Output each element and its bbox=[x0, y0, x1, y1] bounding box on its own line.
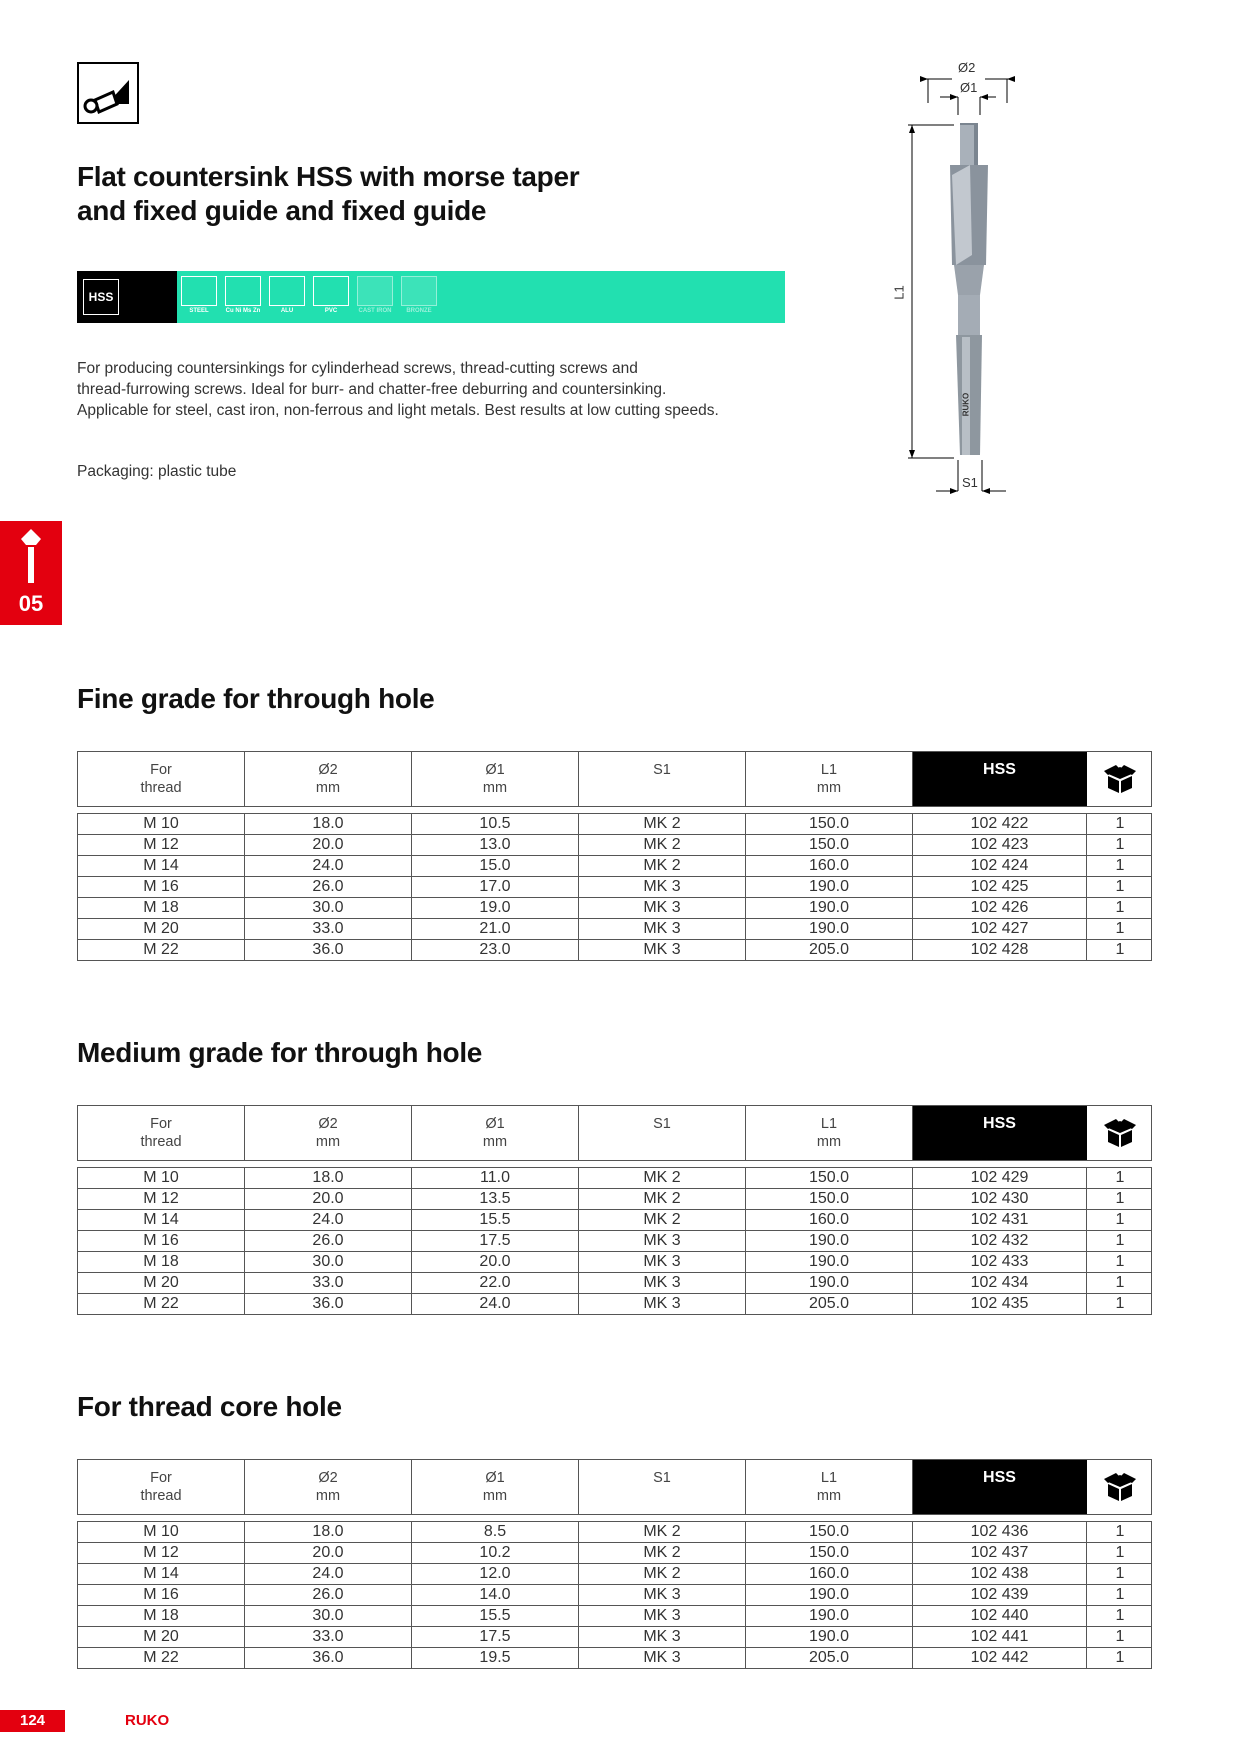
l1-cell: 160.0 bbox=[746, 1210, 913, 1230]
thread-cell: M 16 bbox=[78, 1585, 245, 1605]
material-label: Cu Ni Ms Zn bbox=[225, 308, 261, 314]
d1-cell: 10.5 bbox=[412, 814, 579, 834]
article-number-cell: 102 441 bbox=[913, 1627, 1087, 1647]
table-row bbox=[77, 1272, 1152, 1293]
column-header-label: Ø2 bbox=[318, 1470, 338, 1486]
d1-cell: 13.0 bbox=[412, 835, 579, 855]
l1-cell: 190.0 bbox=[746, 1627, 913, 1647]
quantity-cell: 1 bbox=[1115, 899, 1125, 916]
d1-cell: 12.0 bbox=[412, 1564, 579, 1584]
quantity-cell: 1 bbox=[1115, 1544, 1125, 1561]
s1-cell: MK 3 bbox=[579, 1252, 746, 1272]
column-header-label: Ø1 bbox=[485, 1116, 505, 1132]
article-number-cell: 102 439 bbox=[913, 1585, 1087, 1605]
article-number-cell: 102 427 bbox=[913, 919, 1087, 939]
table-row bbox=[77, 1626, 1152, 1647]
column-header-label: S1 bbox=[653, 1116, 671, 1132]
column-header bbox=[245, 1460, 412, 1514]
thread-cell: M 16 bbox=[78, 1231, 245, 1251]
column-header-unit: mm bbox=[816, 780, 842, 796]
quantity-cell: 1 bbox=[1115, 941, 1125, 958]
d1-cell: 11.0 bbox=[412, 1168, 579, 1188]
aluminium-icon bbox=[267, 275, 307, 318]
column-header-label: S1 bbox=[653, 1470, 671, 1486]
d2-cell: 36.0 bbox=[245, 940, 412, 960]
thread-cell: M 12 bbox=[78, 1189, 245, 1209]
d2-cell: 24.0 bbox=[245, 856, 412, 876]
l1-cell: 205.0 bbox=[746, 1294, 913, 1314]
s1-cell: MK 3 bbox=[579, 1273, 746, 1293]
hss-badge-label: HSS bbox=[83, 279, 119, 315]
column-header-unit: thread bbox=[140, 780, 182, 796]
s1-cell: MK 2 bbox=[579, 835, 746, 855]
thread-cell: M 20 bbox=[78, 1627, 245, 1647]
table-row bbox=[77, 1521, 1152, 1542]
article-number-cell: 102 426 bbox=[913, 898, 1087, 918]
column-header bbox=[913, 1460, 1087, 1514]
column-header bbox=[412, 1106, 579, 1160]
d1-cell: 8.5 bbox=[412, 1522, 579, 1542]
l1-cell: 150.0 bbox=[746, 1522, 913, 1542]
l1-cell: 150.0 bbox=[746, 835, 913, 855]
d1-cell: 15.5 bbox=[412, 1210, 579, 1230]
table-row bbox=[77, 897, 1152, 918]
material-pictogram bbox=[313, 276, 349, 306]
thread-cell: M 18 bbox=[78, 1606, 245, 1626]
cast-iron-icon bbox=[355, 275, 395, 318]
d1-cell: 17.5 bbox=[412, 1627, 579, 1647]
d2-cell: 18.0 bbox=[245, 1168, 412, 1188]
product-description bbox=[77, 358, 797, 421]
l1-cell: 150.0 bbox=[746, 814, 913, 834]
quantity-cell: 1 bbox=[1115, 1628, 1125, 1645]
s1-cell: MK 2 bbox=[579, 1522, 746, 1542]
s1-cell: MK 3 bbox=[579, 877, 746, 897]
s1-cell: MK 3 bbox=[579, 1606, 746, 1626]
s1-cell: MK 2 bbox=[579, 1564, 746, 1584]
d2-cell: 18.0 bbox=[245, 1522, 412, 1542]
chapter-number: 05 bbox=[18, 591, 44, 616]
l1-cell: 190.0 bbox=[746, 919, 913, 939]
countersink-category-icon bbox=[77, 62, 139, 124]
material-label: ALU bbox=[280, 308, 294, 314]
l1-cell: 190.0 bbox=[746, 877, 913, 897]
l1-cell: 160.0 bbox=[746, 1564, 913, 1584]
section-title: Fine grade for through hole bbox=[77, 683, 435, 714]
column-header bbox=[579, 1106, 746, 1160]
d1-cell: 10.2 bbox=[412, 1543, 579, 1563]
thread-cell: M 22 bbox=[78, 940, 245, 960]
article-number-cell: 102 430 bbox=[913, 1189, 1087, 1209]
quantity-cell: 1 bbox=[1115, 920, 1125, 937]
quantity-cell: 1 bbox=[1115, 857, 1125, 874]
quantity-cell: 1 bbox=[1115, 1523, 1125, 1540]
description-line: Applicable for steel, cast iron, non-ferrous and light metals. Best results at low cutting speeds. bbox=[77, 402, 719, 419]
quantity-cell: 1 bbox=[1115, 815, 1125, 832]
column-header-unit: mm bbox=[816, 1134, 842, 1150]
countersink-chapter-icon bbox=[21, 529, 41, 585]
article-number-cell: 102 423 bbox=[913, 835, 1087, 855]
page-title bbox=[77, 160, 579, 228]
column-header bbox=[78, 1460, 245, 1514]
article-number-cell: 102 425 bbox=[913, 877, 1087, 897]
material-pictogram bbox=[357, 276, 393, 306]
material-pictogram bbox=[269, 276, 305, 306]
column-header-unit: mm bbox=[482, 780, 508, 796]
material-pictogram bbox=[181, 276, 217, 306]
d1-cell: 24.0 bbox=[412, 1294, 579, 1314]
column-header-label: Ø1 bbox=[485, 762, 505, 778]
article-number-cell: 102 429 bbox=[913, 1168, 1087, 1188]
thread-cell: M 22 bbox=[78, 1648, 245, 1668]
table-header-row bbox=[77, 1459, 1152, 1515]
material-label: CAST IRON bbox=[358, 308, 392, 314]
quantity-cell: 1 bbox=[1115, 1211, 1125, 1228]
d2-cell: 36.0 bbox=[245, 1294, 412, 1314]
package-quantity-header bbox=[1087, 752, 1153, 806]
package-box-icon bbox=[1102, 763, 1138, 795]
article-number-cell: 102 424 bbox=[913, 856, 1087, 876]
page-title-line1: Flat countersink HSS with morse taper bbox=[77, 161, 580, 192]
d1-cell: 15.5 bbox=[412, 1606, 579, 1626]
package-quantity-header bbox=[1087, 1106, 1153, 1160]
d1-cell: 21.0 bbox=[412, 919, 579, 939]
column-header-label: L1 bbox=[820, 762, 838, 778]
quantity-cell: 1 bbox=[1115, 1253, 1125, 1270]
table-row bbox=[77, 1647, 1152, 1669]
l1-cell: 160.0 bbox=[746, 856, 913, 876]
dimension-label-d2: Ø2 bbox=[958, 60, 976, 75]
l1-cell: 190.0 bbox=[746, 1606, 913, 1626]
column-header bbox=[245, 752, 412, 806]
article-number-cell: 102 431 bbox=[913, 1210, 1087, 1230]
d1-cell: 15.0 bbox=[412, 856, 579, 876]
table-row bbox=[77, 1584, 1152, 1605]
article-number-cell: 102 422 bbox=[913, 814, 1087, 834]
d1-cell: 14.0 bbox=[412, 1585, 579, 1605]
d2-cell: 36.0 bbox=[245, 1648, 412, 1668]
l1-cell: 150.0 bbox=[746, 1189, 913, 1209]
d1-cell: 19.5 bbox=[412, 1648, 579, 1668]
quantity-cell: 1 bbox=[1115, 1565, 1125, 1582]
dimension-label-l1: L1 bbox=[891, 285, 907, 300]
column-header bbox=[78, 752, 245, 806]
d1-cell: 17.0 bbox=[412, 877, 579, 897]
l1-cell: 205.0 bbox=[746, 940, 913, 960]
bronze-icon bbox=[399, 275, 439, 318]
d2-cell: 26.0 bbox=[245, 877, 412, 897]
material-pictogram bbox=[401, 276, 437, 306]
column-header-label: Ø1 bbox=[485, 1470, 505, 1486]
quantity-cell: 1 bbox=[1115, 1295, 1125, 1312]
table-row bbox=[77, 1542, 1152, 1563]
table-row bbox=[77, 1188, 1152, 1209]
column-header-unit: mm bbox=[315, 1488, 341, 1504]
section-title: Medium grade for through hole bbox=[77, 1037, 483, 1068]
column-header-unit: thread bbox=[140, 1134, 182, 1150]
article-number-cell: 102 440 bbox=[913, 1606, 1087, 1626]
column-header-label: Ø2 bbox=[318, 1116, 338, 1132]
page-title-line2: and fixed guide and fixed guide bbox=[77, 195, 487, 226]
l1-cell: 190.0 bbox=[746, 1273, 913, 1293]
thread-cell: M 16 bbox=[78, 877, 245, 897]
d1-cell: 19.0 bbox=[412, 898, 579, 918]
d2-cell: 33.0 bbox=[245, 1627, 412, 1647]
article-number-cell: 102 438 bbox=[913, 1564, 1087, 1584]
thread-cell: M 10 bbox=[78, 814, 245, 834]
column-header bbox=[78, 1106, 245, 1160]
column-header-unit: mm bbox=[482, 1488, 508, 1504]
package-box-icon bbox=[1102, 1117, 1138, 1149]
thread-cell: M 20 bbox=[78, 1273, 245, 1293]
package-box-icon bbox=[1102, 1471, 1138, 1503]
column-header-label: L1 bbox=[820, 1470, 838, 1486]
s1-cell: MK 3 bbox=[579, 1585, 746, 1605]
column-header bbox=[746, 752, 913, 806]
table-header-row bbox=[77, 1105, 1152, 1161]
column-header-label: For bbox=[150, 1116, 172, 1132]
quantity-cell: 1 bbox=[1115, 1274, 1125, 1291]
thread-cell: M 14 bbox=[78, 1210, 245, 1230]
brand-logo: RUKO bbox=[125, 1712, 170, 1729]
article-number-cell: 102 434 bbox=[913, 1273, 1087, 1293]
table-row bbox=[77, 1209, 1152, 1230]
thread-cell: M 12 bbox=[78, 1543, 245, 1563]
quantity-cell: 1 bbox=[1115, 1607, 1125, 1624]
thread-cell: M 18 bbox=[78, 898, 245, 918]
table-row bbox=[77, 1230, 1152, 1251]
d2-cell: 24.0 bbox=[245, 1564, 412, 1584]
l1-cell: 150.0 bbox=[746, 1168, 913, 1188]
table-row bbox=[77, 876, 1152, 897]
table-row bbox=[77, 939, 1152, 961]
quantity-cell: 1 bbox=[1115, 1169, 1125, 1186]
column-header bbox=[913, 752, 1087, 806]
material-label: PVC bbox=[324, 308, 338, 314]
d1-cell: 22.0 bbox=[412, 1273, 579, 1293]
description-line: For producing countersinkings for cylinderhead screws, thread-cutting screws and bbox=[77, 360, 638, 377]
s1-cell: MK 3 bbox=[579, 1294, 746, 1314]
d2-cell: 30.0 bbox=[245, 898, 412, 918]
d2-cell: 24.0 bbox=[245, 1210, 412, 1230]
column-header-label: For bbox=[150, 762, 172, 778]
d2-cell: 33.0 bbox=[245, 919, 412, 939]
column-header bbox=[579, 1460, 746, 1514]
dimension-label-d1: Ø1 bbox=[960, 80, 978, 95]
quantity-cell: 1 bbox=[1115, 878, 1125, 895]
d1-cell: 13.5 bbox=[412, 1189, 579, 1209]
table-row bbox=[77, 1563, 1152, 1584]
column-header-label: HSS bbox=[983, 761, 1016, 778]
column-header bbox=[412, 752, 579, 806]
s1-cell: MK 2 bbox=[579, 1543, 746, 1563]
d2-cell: 20.0 bbox=[245, 1189, 412, 1209]
d2-cell: 18.0 bbox=[245, 814, 412, 834]
column-header-unit: thread bbox=[140, 1488, 182, 1504]
article-number-cell: 102 435 bbox=[913, 1294, 1087, 1314]
column-header-unit: mm bbox=[482, 1134, 508, 1150]
section-title: For thread core hole bbox=[77, 1391, 342, 1422]
tool-dimension-drawing bbox=[890, 55, 1040, 505]
tool-brand-marking: RUKO bbox=[961, 392, 971, 417]
material-label: STEEL bbox=[189, 308, 209, 314]
article-number-cell: 102 442 bbox=[913, 1648, 1087, 1668]
l1-cell: 150.0 bbox=[746, 1543, 913, 1563]
s1-cell: MK 2 bbox=[579, 1168, 746, 1188]
table-row bbox=[77, 834, 1152, 855]
column-header-unit: mm bbox=[315, 780, 341, 796]
column-header-label: HSS bbox=[983, 1115, 1016, 1132]
l1-cell: 205.0 bbox=[746, 1648, 913, 1668]
table-row bbox=[77, 1605, 1152, 1626]
package-quantity-header bbox=[1087, 1460, 1153, 1514]
s1-cell: MK 3 bbox=[579, 898, 746, 918]
d2-cell: 30.0 bbox=[245, 1606, 412, 1626]
l1-cell: 190.0 bbox=[746, 1585, 913, 1605]
column-header-label: S1 bbox=[653, 762, 671, 778]
article-number-cell: 102 432 bbox=[913, 1231, 1087, 1251]
thread-cell: M 14 bbox=[78, 856, 245, 876]
s1-cell: MK 3 bbox=[579, 940, 746, 960]
article-number-cell: 102 436 bbox=[913, 1522, 1087, 1542]
hss-badge bbox=[77, 271, 177, 323]
thread-cell: M 14 bbox=[78, 1564, 245, 1584]
column-header bbox=[746, 1106, 913, 1160]
column-header bbox=[746, 1460, 913, 1514]
dimension-label-s1: S1 bbox=[962, 475, 978, 490]
table-row bbox=[77, 813, 1152, 834]
column-header-label: Ø2 bbox=[318, 762, 338, 778]
table-row bbox=[77, 1251, 1152, 1272]
table-row bbox=[77, 918, 1152, 939]
packaging-note: Packaging: plastic tube bbox=[77, 463, 237, 480]
column-header-label: HSS bbox=[983, 1469, 1016, 1486]
article-number-cell: 102 428 bbox=[913, 940, 1087, 960]
quantity-cell: 1 bbox=[1115, 1586, 1125, 1603]
table-row bbox=[77, 1293, 1152, 1315]
steel-icon bbox=[179, 275, 219, 318]
s1-cell: MK 2 bbox=[579, 856, 746, 876]
l1-cell: 190.0 bbox=[746, 1231, 913, 1251]
thread-cell: M 20 bbox=[78, 919, 245, 939]
d1-cell: 23.0 bbox=[412, 940, 579, 960]
quantity-cell: 1 bbox=[1115, 836, 1125, 853]
column-header-unit: mm bbox=[816, 1488, 842, 1504]
s1-cell: MK 3 bbox=[579, 1627, 746, 1647]
d1-cell: 20.0 bbox=[412, 1252, 579, 1272]
pvc-icon bbox=[311, 275, 351, 318]
quantity-cell: 1 bbox=[1115, 1232, 1125, 1249]
d2-cell: 26.0 bbox=[245, 1585, 412, 1605]
thread-cell: M 12 bbox=[78, 835, 245, 855]
column-header-unit: mm bbox=[315, 1134, 341, 1150]
article-number-cell: 102 437 bbox=[913, 1543, 1087, 1563]
column-header bbox=[913, 1106, 1087, 1160]
s1-cell: MK 2 bbox=[579, 1189, 746, 1209]
column-header bbox=[579, 752, 746, 806]
non-ferrous-icon bbox=[223, 275, 263, 318]
column-header bbox=[245, 1106, 412, 1160]
page-number: 124 bbox=[0, 1710, 65, 1732]
article-number-cell: 102 433 bbox=[913, 1252, 1087, 1272]
table-row bbox=[77, 1167, 1152, 1188]
s1-cell: MK 3 bbox=[579, 919, 746, 939]
material-suitability-bar bbox=[77, 271, 785, 323]
quantity-cell: 1 bbox=[1115, 1649, 1125, 1666]
l1-cell: 190.0 bbox=[746, 1252, 913, 1272]
material-label: BRONZE bbox=[406, 308, 432, 314]
d2-cell: 26.0 bbox=[245, 1231, 412, 1251]
s1-cell: MK 2 bbox=[579, 1210, 746, 1230]
l1-cell: 190.0 bbox=[746, 898, 913, 918]
chapter-tab bbox=[0, 521, 62, 625]
column-header-label: L1 bbox=[820, 1116, 838, 1132]
thread-cell: M 10 bbox=[78, 1522, 245, 1542]
d1-cell: 17.5 bbox=[412, 1231, 579, 1251]
thread-cell: M 18 bbox=[78, 1252, 245, 1272]
quantity-cell: 1 bbox=[1115, 1190, 1125, 1207]
s1-cell: MK 2 bbox=[579, 814, 746, 834]
s1-cell: MK 3 bbox=[579, 1648, 746, 1668]
s1-cell: MK 3 bbox=[579, 1231, 746, 1251]
table-header-row bbox=[77, 751, 1152, 807]
d2-cell: 20.0 bbox=[245, 835, 412, 855]
d2-cell: 33.0 bbox=[245, 1273, 412, 1293]
d2-cell: 20.0 bbox=[245, 1543, 412, 1563]
thread-cell: M 22 bbox=[78, 1294, 245, 1314]
description-line: thread-furrowing screws. Ideal for burr- and chatter-free deburring and countersinking. bbox=[77, 381, 667, 398]
column-header bbox=[412, 1460, 579, 1514]
table-row bbox=[77, 855, 1152, 876]
thread-cell: M 10 bbox=[78, 1168, 245, 1188]
material-pictogram bbox=[225, 276, 261, 306]
d2-cell: 30.0 bbox=[245, 1252, 412, 1272]
column-header-label: For bbox=[150, 1470, 172, 1486]
